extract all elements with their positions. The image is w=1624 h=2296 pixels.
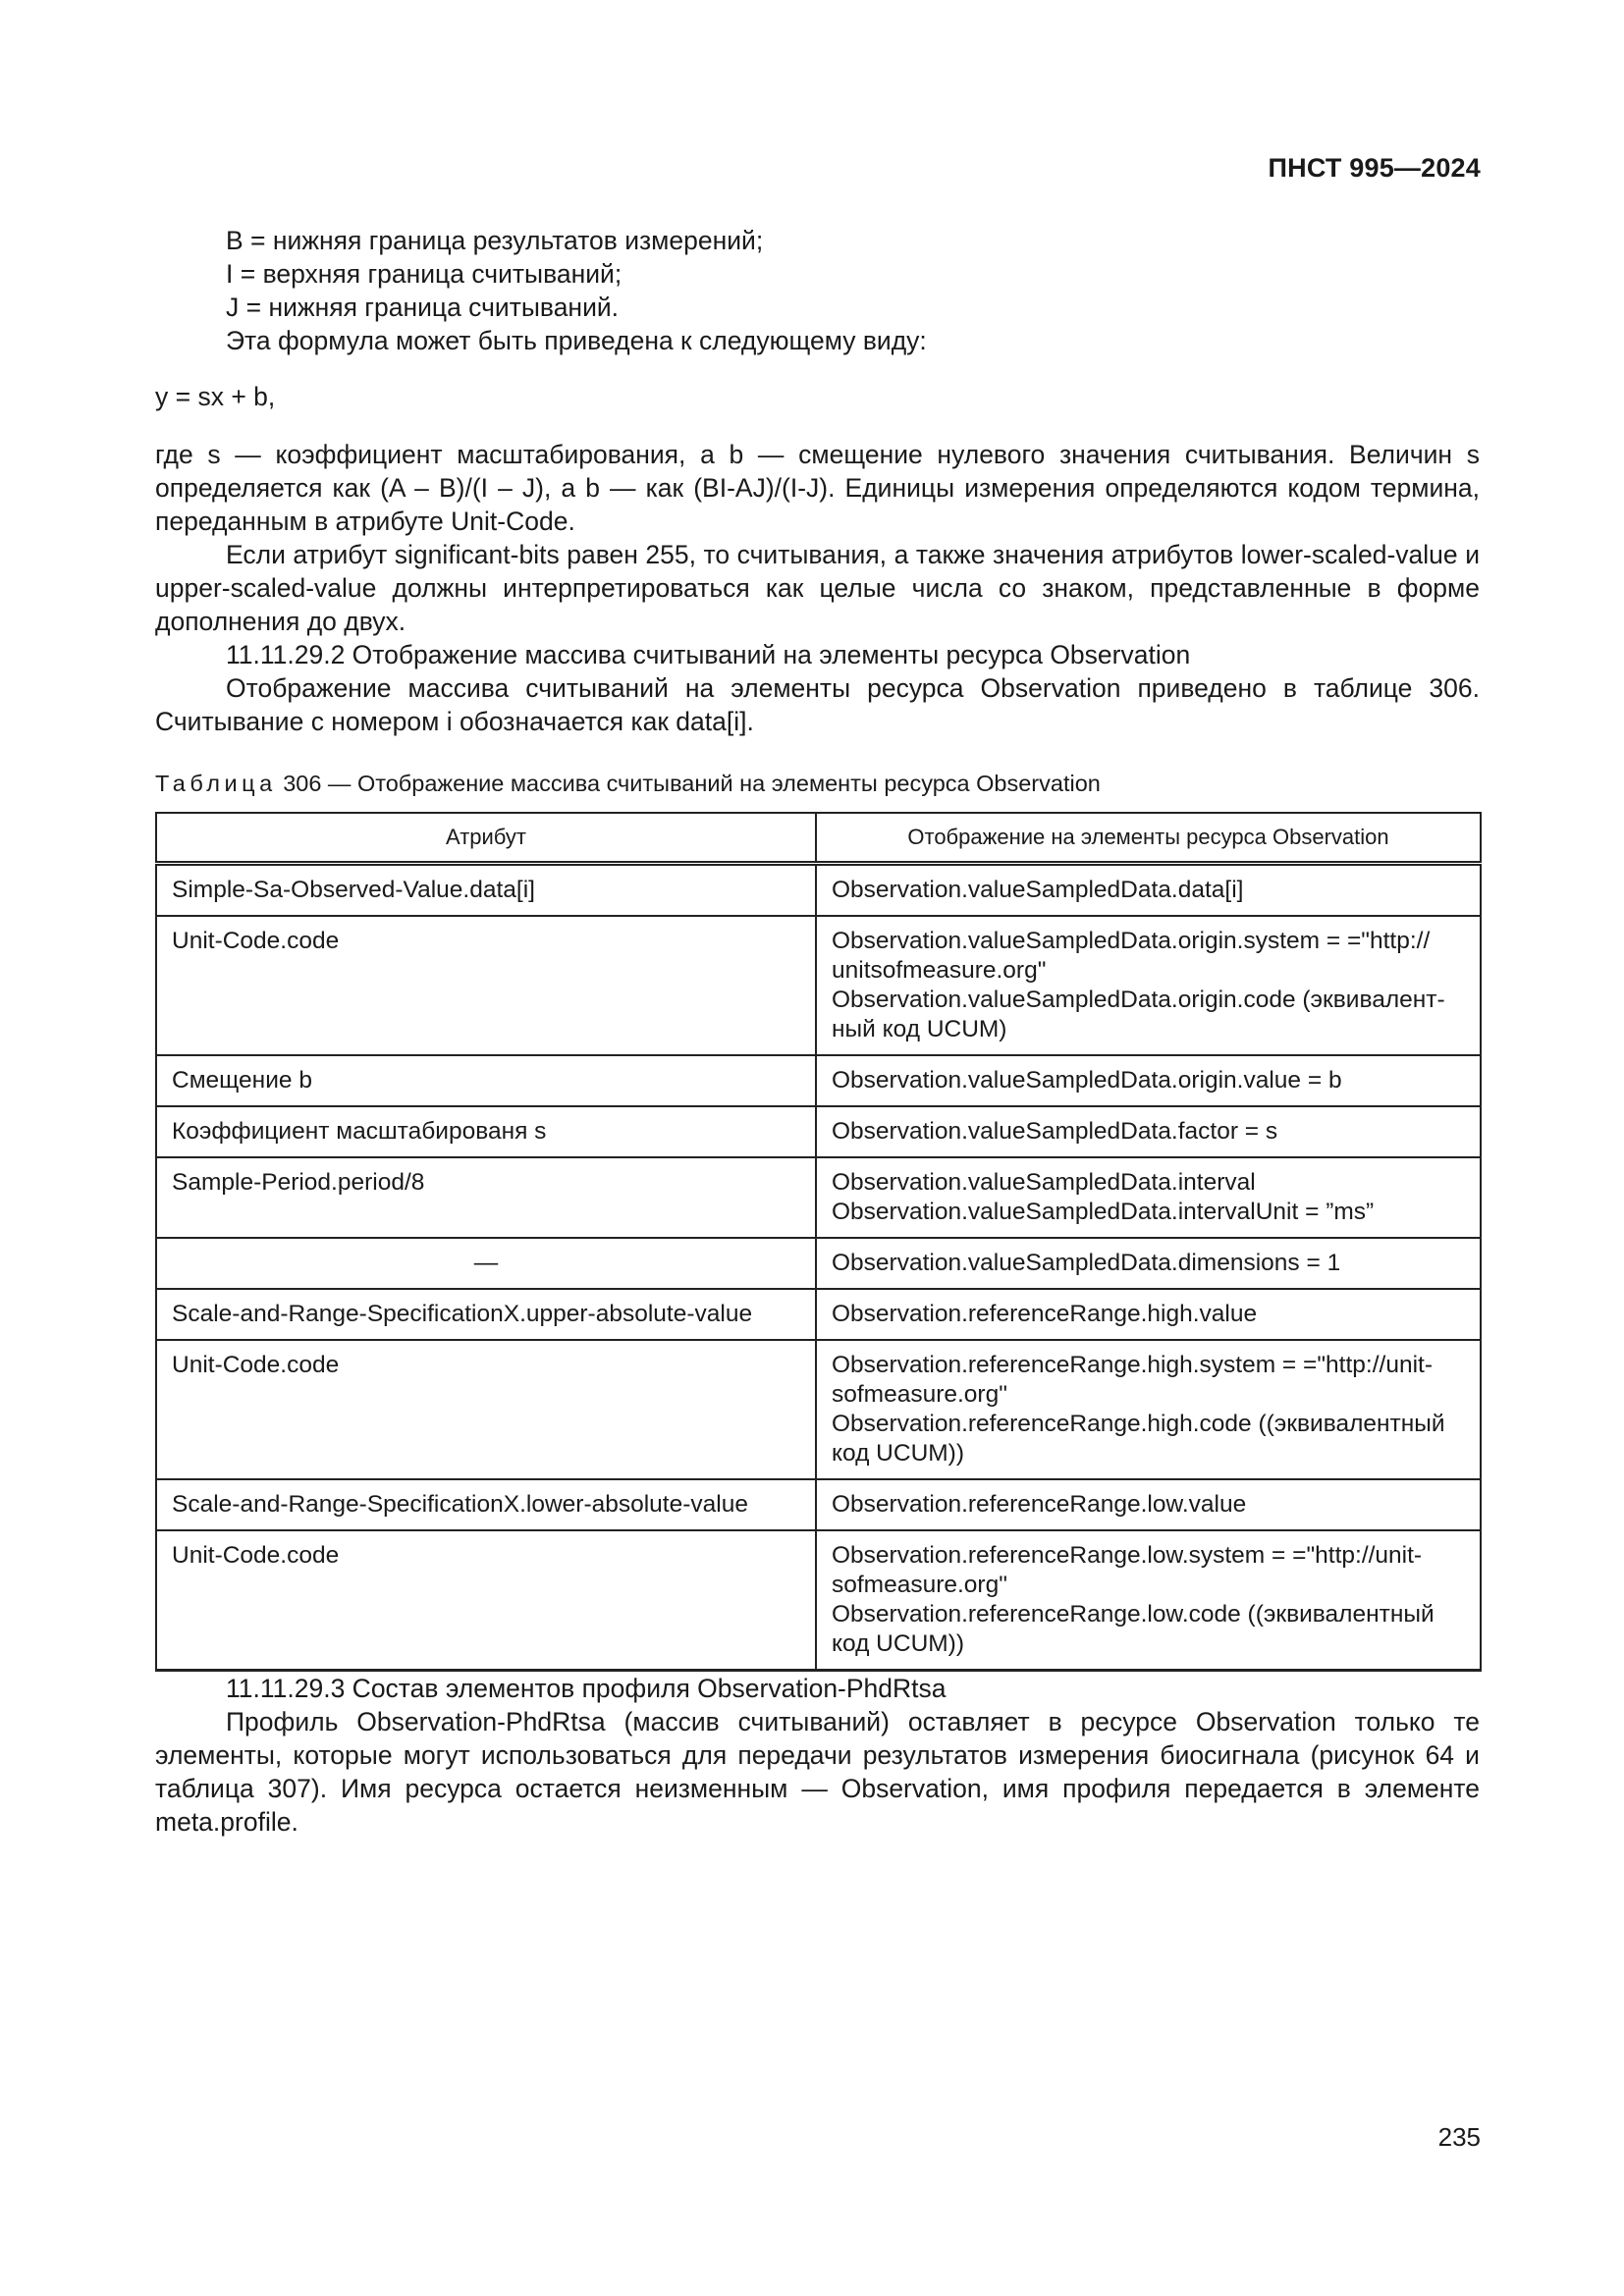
attribute-cell: Sample-Period.period/8 <box>156 1157 816 1238</box>
mapping-line: Observation.referenceRange.low.system = ="http://unit- <box>832 1542 1423 1569</box>
attribute-cell: Unit-Code.code <box>156 916 816 1055</box>
formula: y = sx + b, <box>155 382 276 411</box>
mapping-line: Observation.valueSampledData.dimensions = 1 <box>832 1250 1341 1276</box>
mapping-line: Observation.valueSampledData.origin.value = b <box>832 1067 1342 1094</box>
table-row <box>156 1289 1481 1340</box>
section2-heading: 11.11.29.3 Состав элементов профиля Observation-PhdRtsa <box>226 1674 947 1703</box>
mapping-line: Observation.referenceRange.low.code ((эквивалентный <box>832 1601 1435 1628</box>
attribute-cell: Unit-Code.code <box>156 1530 816 1671</box>
table-body <box>156 864 1481 1671</box>
paragraph-significant-bits: Если атрибут significant-bits равен 255, то считывания, а также значения атрибутов lower-scaled-value и upper-scaled-value должны интерпретироваться как целые числа со знаком, представленные в форме дополнения до двух. <box>155 540 1480 636</box>
paragraph-where: где s — коэффициент масштабирования, а b — смещение нулевого значения считывания. Величин s определяется как (A – B)/(I – J), а b — как (BI-AJ)/(I-J). Единицы измерения определяются кодом термина, переданным в атрибуте Unit-Code. <box>155 440 1480 536</box>
mapping-cell <box>816 916 1481 1055</box>
mapping-cell <box>816 1340 1481 1479</box>
mapping-cell <box>816 864 1481 917</box>
mapping-cell <box>816 1289 1481 1340</box>
column-header-attribute: Атрибут <box>156 813 816 864</box>
definition-line: I = верхняя граница считываний; <box>226 259 623 289</box>
mapping-line: код UCUM)) <box>832 1630 964 1657</box>
table-row <box>156 1340 1481 1479</box>
page-number: 235 <box>1437 2122 1481 2152</box>
table-row <box>156 864 1481 917</box>
definition-line: J = нижняя граница считываний. <box>226 293 620 322</box>
mapping-cell <box>816 1055 1481 1106</box>
mapping-line: sofmeasure.org" <box>832 1572 1007 1598</box>
mapping-line: sofmeasure.org" <box>832 1381 1007 1408</box>
mapping-line: Observation.valueSampledData.data[i] <box>832 877 1244 903</box>
table-row <box>156 1238 1481 1289</box>
section-paragraph: Отображение массива считываний на элементы ресурса Observation приведено в таблице 306. Считывание с номером i обозначается как data[i]. <box>155 673 1480 736</box>
section-heading: 11.11.29.2 Отображение массива считываний на элементы ресурса Observation <box>226 640 1191 669</box>
section2-paragraph: Профиль Observation-PhdRtsa (массив считываний) оставляет в ресурсе Observation только те элементы, которые могут использоваться для передачи результатов измерения биосигнала (рисунок 64 и таблица 307). Имя ресурса остается неизменным — Observation, имя профиля передается в элементе meta.profile. <box>155 1707 1480 1837</box>
attribute-cell: Scale-and-Range-SpecificationX.lower-absolute-value <box>156 1479 816 1530</box>
table-caption-text: 306 — Отображение массива считываний на элементы ресурса Observation <box>283 771 1101 796</box>
definition-line: B = нижняя граница результатов измерений; <box>226 226 764 255</box>
table-row <box>156 1106 1481 1157</box>
mapping-line: Observation.referenceRange.high.code ((эквивалентный <box>832 1411 1445 1437</box>
mapping-line: unitsofmeasure.org" <box>832 957 1047 984</box>
table-header-row <box>156 813 1481 864</box>
mapping-cell <box>816 1530 1481 1671</box>
mapping-line: Observation.referenceRange.low.value <box>832 1491 1247 1518</box>
mapping-line: Observation.referenceRange.high.value <box>832 1301 1258 1327</box>
column-header-mapping: Отображение на элементы ресурса Observation <box>816 813 1481 864</box>
mapping-line: Observation.valueSampledData.intervalUnit = ”ms” <box>832 1199 1375 1225</box>
attribute-cell: Смещение b <box>156 1055 816 1106</box>
document-code: ПНСТ 995—2024 <box>1268 153 1481 183</box>
mapping-table <box>155 812 1482 1672</box>
mapping-cell <box>816 1157 1481 1238</box>
mapping-line: Observation.valueSampledData.interval <box>832 1169 1256 1196</box>
attribute-cell: — <box>156 1238 816 1289</box>
mapping-line: ный код UCUM) <box>832 1016 1007 1042</box>
mapping-cell <box>816 1479 1481 1530</box>
table-row <box>156 1055 1481 1106</box>
table-row <box>156 1157 1481 1238</box>
table-caption <box>155 767 1480 800</box>
mapping-line: Observation.valueSampledData.origin.system = ="http:// <box>832 928 1431 954</box>
mapping-line: Observation.valueSampledData.factor = s <box>832 1118 1278 1145</box>
mapping-cell <box>816 1106 1481 1157</box>
mapping-line: код UCUM)) <box>832 1440 964 1467</box>
table-caption-label: Таблица <box>155 771 277 796</box>
mapping-line: Observation.referenceRange.high.system = ="http://unit- <box>832 1352 1433 1378</box>
table-row <box>156 916 1481 1055</box>
table-row <box>156 1530 1481 1671</box>
intro-line: Эта формула может быть приведена к следующему виду: <box>226 326 927 355</box>
attribute-cell: Scale-and-Range-SpecificationX.upper-absolute-value <box>156 1289 816 1340</box>
mapping-cell <box>816 1238 1481 1289</box>
table-row <box>156 1479 1481 1530</box>
body-text <box>155 224 1480 1839</box>
attribute-cell: Simple-Sa-Observed-Value.data[i] <box>156 864 816 917</box>
attribute-cell: Unit-Code.code <box>156 1340 816 1479</box>
attribute-cell: Коэффициент масштабированя s <box>156 1106 816 1157</box>
mapping-line: Observation.valueSampledData.origin.code (эквивалент- <box>832 987 1445 1013</box>
